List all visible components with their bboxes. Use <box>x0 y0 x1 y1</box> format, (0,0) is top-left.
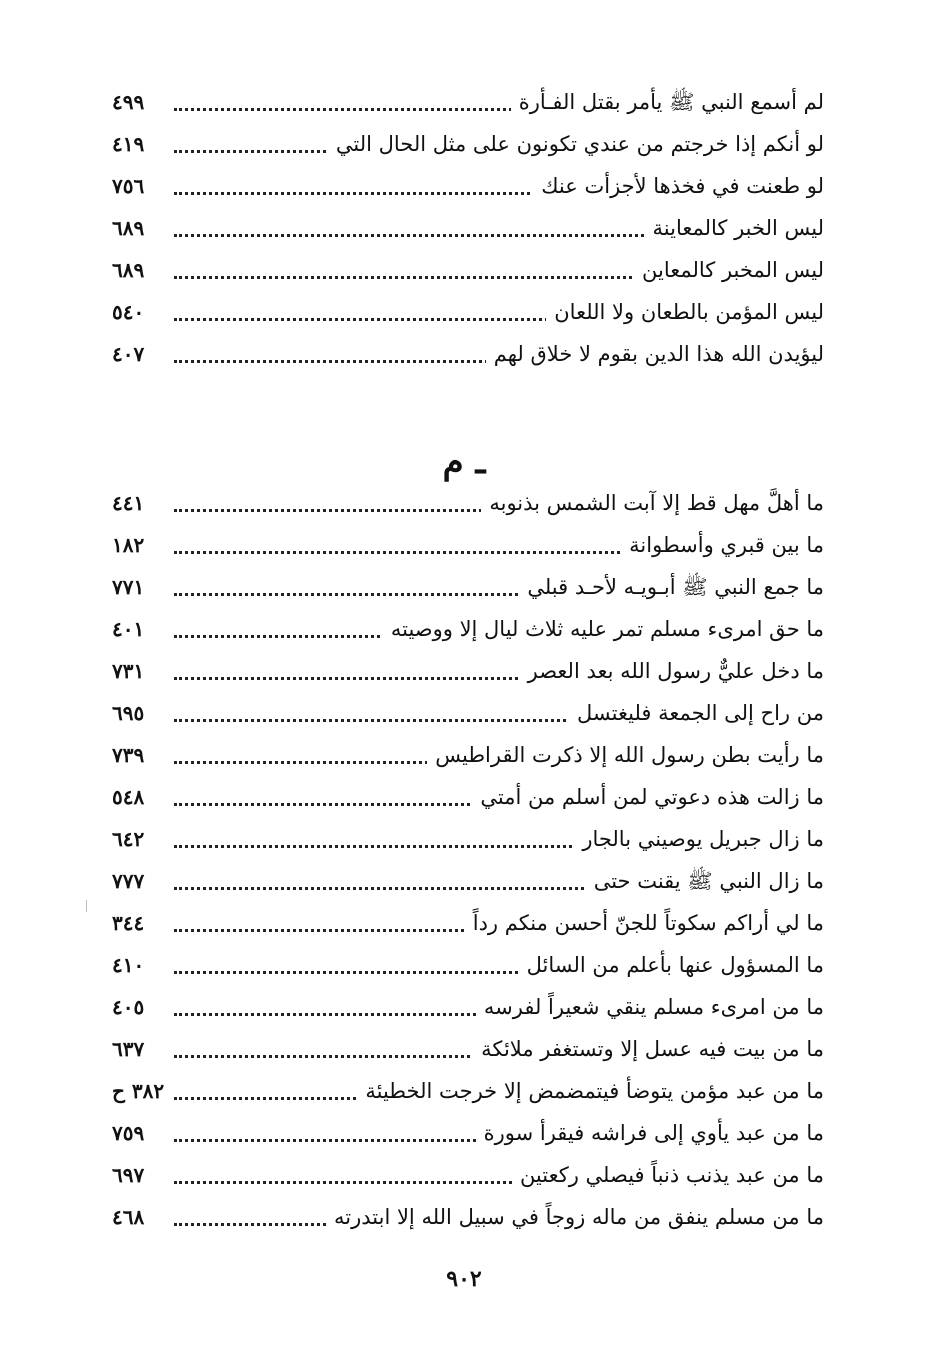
page-reference: ٧٥٩ <box>112 1121 145 1145</box>
list-item <box>112 334 824 376</box>
list-item <box>112 651 824 693</box>
list-item <box>112 735 824 777</box>
page-reference: ١٨٢ <box>112 533 145 557</box>
mim-entries-list <box>112 483 824 1239</box>
list-item <box>112 861 824 903</box>
hadith-text: ما حق امرىء مسلم تمر عليه ثلاث ليال إلا ووصيته <box>383 613 824 645</box>
page-number: ٩٠٢ <box>446 1266 482 1292</box>
hadith-text: ما من عبد مؤمن يتوضأ فيتمضمض إلا خرجت الخطيئة <box>357 1075 824 1107</box>
page-reference: ٧٥٦ <box>112 174 145 198</box>
section-heading-mim: ـ م <box>442 442 486 482</box>
list-item <box>112 250 824 292</box>
hadith-text: ما جمع النبي ﷺ أبـويـه لأحـد قبلي <box>519 571 824 603</box>
hadith-text: ما دخل عليٌّ رسول الله بعد العصر <box>520 655 824 687</box>
list-item <box>112 1071 824 1113</box>
list-item <box>112 166 824 208</box>
page-reference: ٧٧٧ <box>112 869 145 893</box>
list-item <box>112 819 824 861</box>
hadith-text: ليس المؤمن بالطعان ولا اللعان <box>546 296 824 328</box>
page-reference: ٧٧١ <box>112 575 145 599</box>
list-item <box>112 777 824 819</box>
page-reference: ٤٦٨ <box>112 1205 145 1229</box>
list-item <box>112 693 824 735</box>
list-item <box>112 1197 824 1239</box>
page-reference: ٤١٠ <box>112 953 145 977</box>
page-reference: ٧٣١ <box>112 659 145 683</box>
page-reference: ٧٣٩ <box>112 743 145 767</box>
hadith-text: من راح إلى الجمعة فليغتسل <box>569 697 824 729</box>
hadith-text: ما أهلَّ مهل قط إلا آبت الشمس بذنوبه <box>481 487 824 519</box>
page-reference: ٤٤١ <box>112 491 145 515</box>
list-item <box>112 82 824 124</box>
page-reference: ٤٩٩ <box>112 90 145 114</box>
page-reference: ٦٩٥ <box>112 701 145 725</box>
margin-mark <box>86 900 87 912</box>
page-reference: ٤٠٥ <box>112 995 145 1019</box>
page-reference: ٥٤٠ <box>112 300 145 324</box>
hadith-text: ليؤيدن الله هذا الدين بقوم لا خلاق لهم <box>486 338 824 370</box>
hadith-text: ما زال جبريل يوصيني بالجار <box>574 823 824 855</box>
hadith-text: ما من عبد يذنب ذنباً فيصلي ركعتين <box>512 1159 824 1191</box>
page-reference: ٥٤٨ <box>112 785 145 809</box>
list-item <box>112 609 824 651</box>
hadith-text: ما رأيت بطن رسول الله إلا ذكرت القراطيس <box>427 739 824 771</box>
hadith-text: ما من امرىء مسلم ينقي شعيراً لفرسه <box>476 991 824 1023</box>
hadith-text: لو طعنت في فخذها لأجزأت عنك <box>533 170 824 202</box>
page-reference: ٦٨٩ <box>112 216 145 240</box>
list-item <box>112 1113 824 1155</box>
list-item <box>112 1155 824 1197</box>
list-item <box>112 292 824 334</box>
hadith-text: لو أنكم إذا خرجتم من عندي تكونون على مثل الحال التي <box>328 128 824 160</box>
list-item <box>112 945 824 987</box>
page-reference: ٦٤٢ <box>112 827 145 851</box>
hadith-text: ليس المخبر كالمعاين <box>634 254 824 286</box>
list-item <box>112 124 824 166</box>
hadith-text: ما زالت هذه دعوتي لمن أسلم من أمتي <box>472 781 824 813</box>
hadith-text: ما من مسلم ينفق من ماله زوجاً في سبيل الله إلا ابتدرته <box>326 1201 824 1233</box>
list-item <box>112 567 824 609</box>
hadith-text: ما زال النبي ﷺ يقنت حتى <box>586 865 824 897</box>
page-reference: ٣٨٢ ح <box>112 1079 165 1103</box>
hadith-text: ما لي أراكم سكوتاً للجنّ أحسن منكم رداً <box>465 907 824 939</box>
hadith-text: ما بين قبري وأسطوانة <box>621 529 824 561</box>
page-reference: ٦٣٧ <box>112 1037 145 1061</box>
hadith-text: ليس الخبر كالمعاينة <box>645 212 824 244</box>
list-item <box>112 208 824 250</box>
page-reference: ٤١٩ <box>112 132 145 156</box>
page-reference: ٤٠٧ <box>112 342 145 366</box>
hadith-text: ما المسؤول عنها بأعلم من السائل <box>519 949 824 981</box>
lam-entries-list <box>112 82 824 376</box>
list-item <box>112 1029 824 1071</box>
hadith-text: ما من عبد يأوي إلى فراشه فيقرأ سورة <box>476 1117 824 1149</box>
page-reference: ٣٤٤ <box>112 911 145 935</box>
hadith-text: لم أسمع النبي ﷺ يأمر بقتل الفـأرة <box>511 86 824 118</box>
list-item <box>112 525 824 567</box>
hadith-text: ما من بيت فيه عسل إلا وتستغفر ملائكة <box>473 1033 824 1065</box>
page-reference: ٤٠١ <box>112 617 145 641</box>
page-reference: ٦٩٧ <box>112 1163 145 1187</box>
page-reference: ٦٨٩ <box>112 258 145 282</box>
list-item <box>112 903 824 945</box>
list-item <box>112 987 824 1029</box>
list-item <box>112 483 824 525</box>
